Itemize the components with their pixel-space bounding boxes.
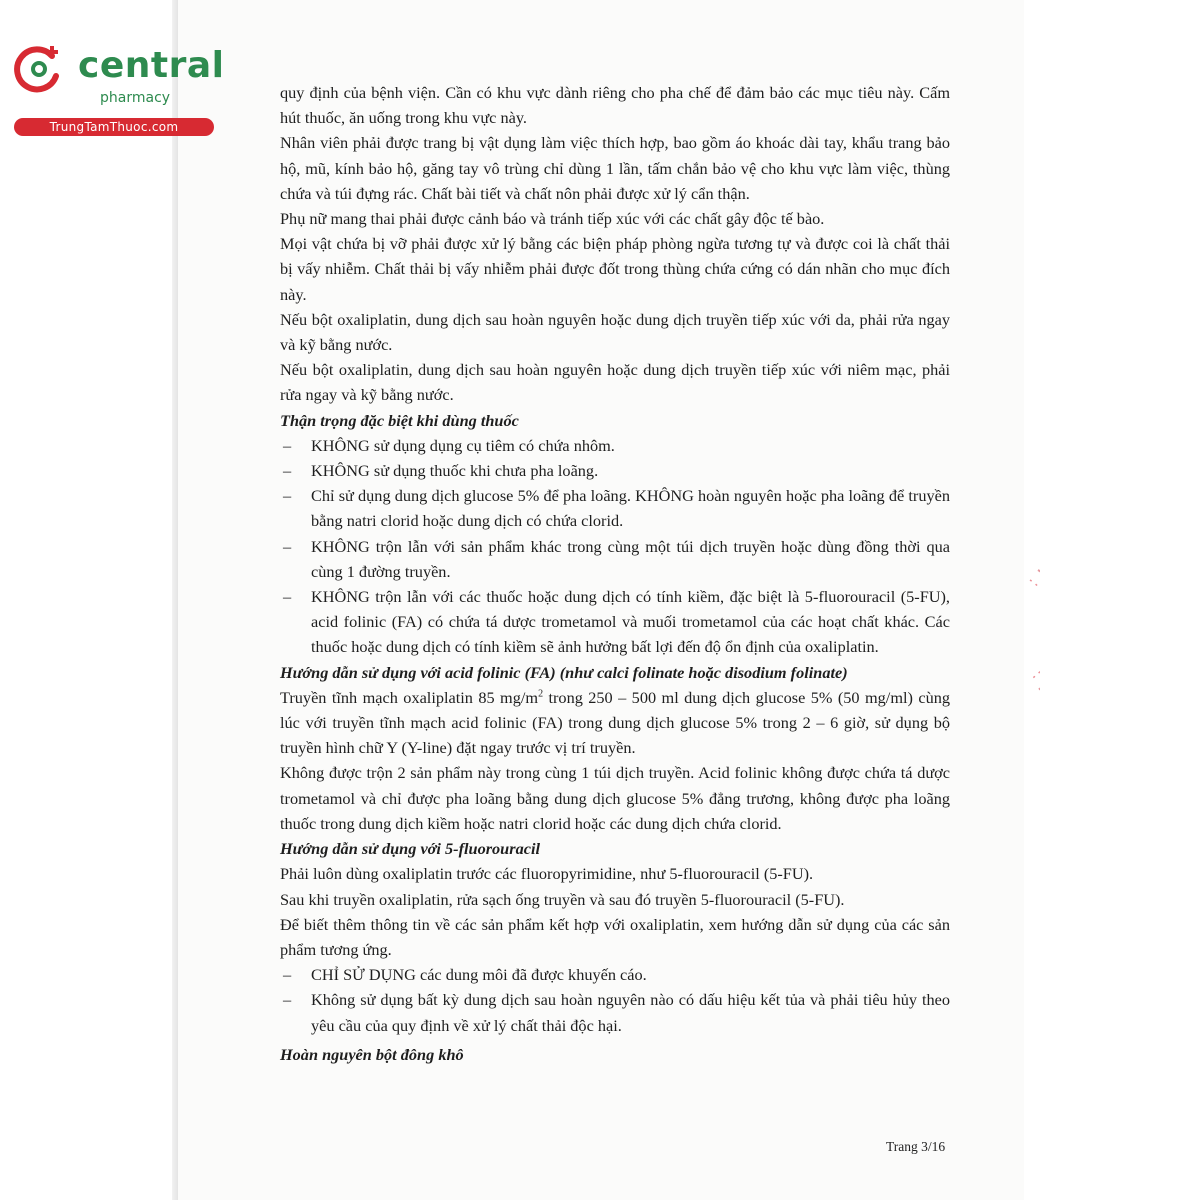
list-item-text: KHÔNG sử dụng thuốc khi chưa pha loãng. [311,461,599,481]
section-heading-folinic-acid: Hướng dẫn sử dụng với acid folinic (FA) (như calci folinate hoặc disodium folinate) [280,662,848,682]
paragraph: quy định của bệnh viện. Cần có khu vực dành riêng cho pha chế để đảm bảo các mục tiêu này. Cấm hút thuốc, ăn uống trong khu vực này. [280,83,950,128]
list-item-text: Chỉ sử dụng dung dịch glucose 5% để pha loãng. KHÔNG hoàn nguyên hoặc pha loãng để truyền bằng natri clorid hoặc dung dịch có chứa clorid. [311,486,950,531]
list-item-text: KHÔNG trộn lẫn với sản phẩm khác trong cùng một túi dịch truyền hoặc dùng đồng thời qua cùng 1 đường truyền. [311,536,950,581]
list-item-text: Không sử dụng bất kỳ dung dịch sau hoàn nguyên nào có dấu hiệu kết tủa và phải tiêu hủy theo yêu cầu của quy định về xử lý chất thải độc hại. [311,990,950,1035]
logo-brand-name: central [78,45,225,86]
dash-marker: – [283,965,292,985]
list-item [280,962,950,987]
list-item [280,584,950,660]
paragraph [280,685,950,761]
paragraph: Không được trộn 2 sản phẩm này trong cùng 1 túi dịch truyền. Acid folinic không được chứa tá dược trometamol và chỉ được pha loãng bằng dung dịch glucose 5% đẳng trương, không được pha loãng thuốc trong dung dịch kiềm hoặc natri clorid hoặc các dung dịch chứa clorid. [280,763,950,833]
dash-marker: – [283,435,292,455]
dash-marker: – [283,536,292,556]
dash-marker: – [283,990,292,1010]
dose-text-continued: trong 250 – 500 ml dung dịch glucose 5% (50 mg/ml) cùng lúc với truyền tĩnh mạch acid folinic (FA) trong dung dịch glucose 5% trong 2 – 6 giờ, sử dụng bộ truyền hình chữ Y (Y-line) đặt ngay trước vị trí truyền. [280,687,951,758]
paragraph: Phải luôn dùng oxaliplatin trước các fluoropyrimidine, như 5-fluorouracil (5-FU). [280,864,814,884]
dose-text: Truyền tĩnh mạch oxaliplatin 85 mg/m [280,687,539,707]
logo-subtitle: pharmacy [100,90,171,106]
paragraph: Mọi vật chứa bị vỡ phải được xử lý bằng các biện pháp phòng ngừa tương tự và được coi là chất thải bị vấy nhiễm. Chất thải bị vấy nhiễm phải được đốt trong thùng chứa cứng có dán nhãn cho mục đích này. [280,234,950,304]
dash-marker: – [283,461,292,481]
paragraph: Nếu bột oxaliplatin, dung dịch sau hoàn nguyên hoặc dung dịch truyền tiếp xúc với niêm mạc, phải rửa ngay và kỹ bằng nước. [280,360,950,405]
page-number: Trang 3/16 [886,1139,946,1154]
logo-website[interactable]: TrungTamThuoc.com [14,118,214,136]
list-item-text: KHÔNG sử dụng dụng cụ tiêm có chứa nhôm. [311,435,615,455]
section-heading-5fu: Hướng dẫn sử dụng với 5-fluorouracil [280,839,540,859]
central-pharmacy-logo[interactable] [10,38,225,138]
paragraph: Nhân viên phải được trang bị vật dụng làm việc thích hợp, bao gồm áo khoác dài tay, khẩu trang bảo hộ, mũ, kính bảo hộ, găng tay vô trùng chỉ dùng 1 lần, tấm chắn bảo vệ cho khu vực làm việc, thùng chứa và túi đựng rác. Chất bài tiết và chất nôn phải được xử lý cẩn thận. [280,133,950,203]
list-item [280,433,950,458]
pharmacy-cross-icon [12,42,64,94]
dash-marker: – [283,486,292,506]
list-item [280,987,950,1037]
list-item-text: CHỈ SỬ DỤNG các dung môi đã được khuyến cáo. [311,965,647,985]
list-item [280,483,950,533]
paragraph: Để biết thêm thông tin về các sản phẩm kết hợp với oxaliplatin, xem hướng dẫn sử dụng của các sản phẩm tương ứng. [280,914,950,959]
paragraph: Nếu bột oxaliplatin, dung dịch sau hoàn nguyên hoặc dung dịch truyền tiếp xúc với da, phải rửa ngay và kỹ bằng nước. [280,309,950,355]
dose-superscript: 2 [538,688,544,700]
list-item-text: KHÔNG trộn lẫn với các thuốc hoặc dung dịch có tính kiềm, đặc biệt là 5-fluorouracil (5-FU), acid folinic (FA) có chứa tá dược trometamol và muối trometamol của các hoạt chất khác. Các thuốc hoặc dung dịch có tính kiềm sẽ ảnh hưởng bất lợi đến độ ổn định của oxaliplatin. [311,587,950,657]
section-heading-precautions: Thận trọng đặc biệt khi dùng thuốc [280,410,519,430]
section-heading-reconstitution: Hoàn nguyên bột đông khô [280,1044,464,1064]
paragraph: Phụ nữ mang thai phải được cảnh báo và tránh tiếp xúc với các chất gây độc tế bào. [280,209,825,229]
red-stamp-fragment [1010,565,1040,695]
list-item [280,458,950,483]
document-body [280,80,950,1067]
list-item [280,534,950,584]
paragraph: Sau khi truyền oxaliplatin, rửa sạch ống truyền và sau đó truyền 5-fluorouracil (5-FU). [280,889,845,909]
dash-marker: – [283,587,292,607]
